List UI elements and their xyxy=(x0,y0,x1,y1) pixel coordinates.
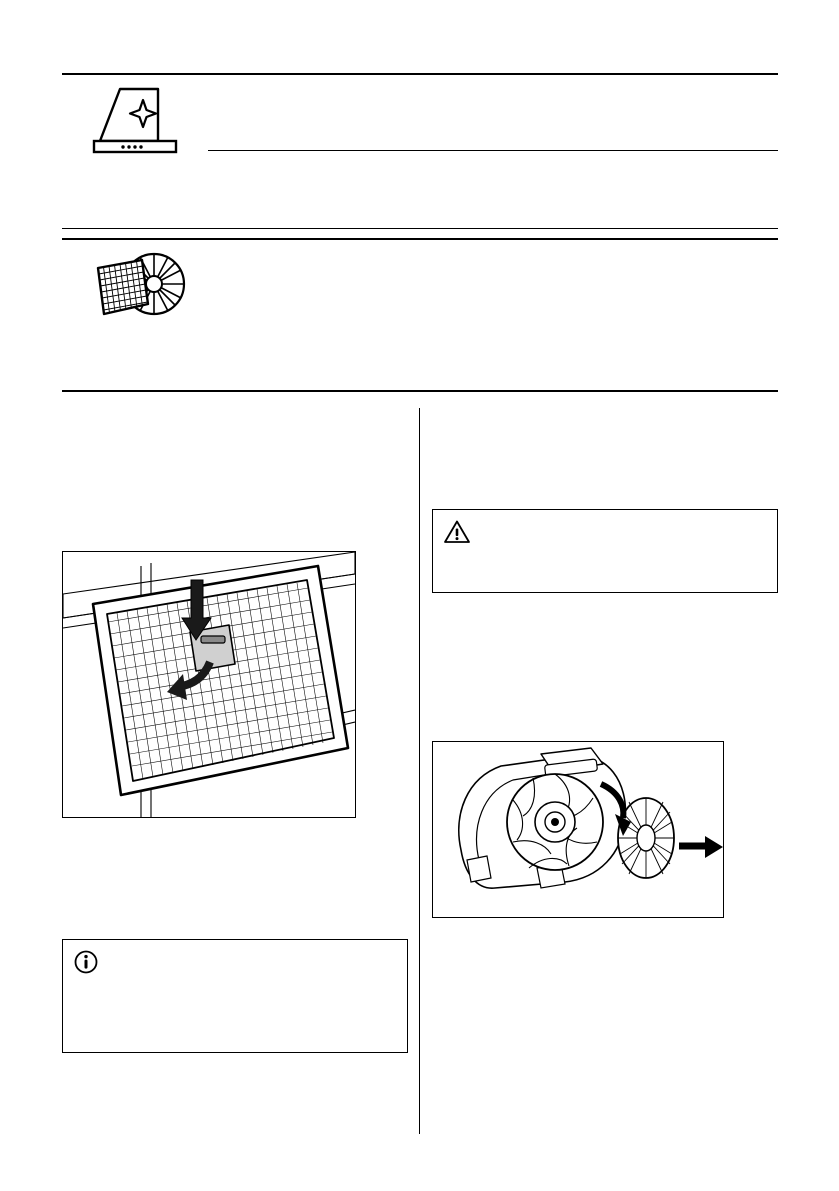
section-divider-rule-1 xyxy=(62,228,778,229)
column-divider xyxy=(419,408,420,1134)
warning-callout xyxy=(432,509,778,593)
section-divider-rule-2 xyxy=(62,238,778,240)
charcoal-filter-replacement-figure xyxy=(432,741,724,918)
cooker-hood-sparkle-icon xyxy=(88,86,196,168)
top-rule xyxy=(62,73,778,75)
info-icon xyxy=(73,949,101,975)
section-hood-underline xyxy=(208,150,778,151)
grease-filter-charcoal-filter-icon xyxy=(90,248,194,332)
section-filters-bottom-rule xyxy=(62,390,778,392)
info-callout xyxy=(62,939,408,1053)
warning-triangle-icon xyxy=(443,519,471,545)
grease-filter-removal-figure xyxy=(62,551,356,818)
